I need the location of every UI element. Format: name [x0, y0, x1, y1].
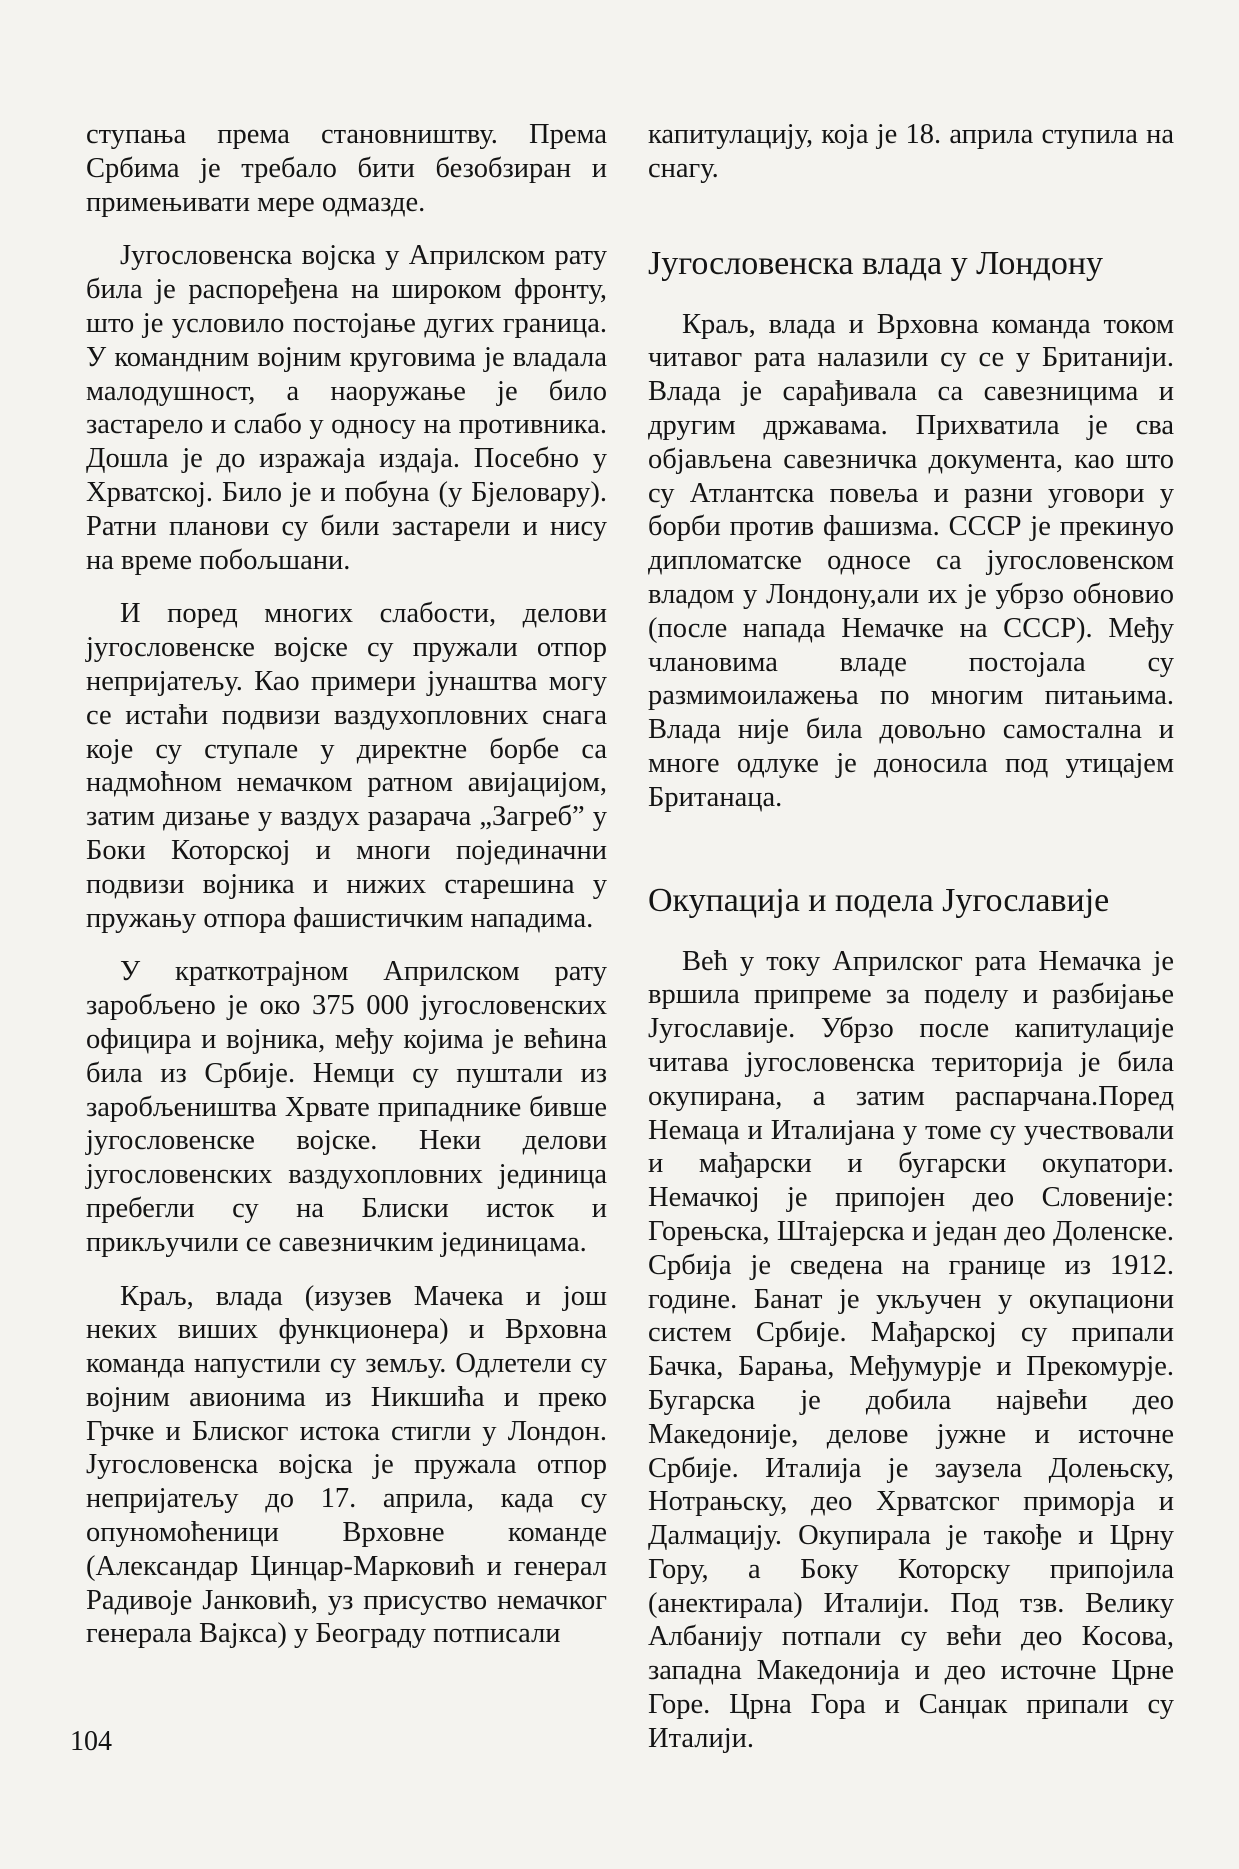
paragraph-capitulation: капитулацију, која је 18. априла ступила на снагу. [648, 119, 1174, 184]
section-heading-occupation: Окупација и подела Југославије [648, 881, 1110, 919]
right-column [648, 118, 1174, 1776]
paragraph-king-government: Краљ, влада (изузев Мачека и још неких виших функционера) и Врховна команда напустили су земљу. Одлетели су војним авионима из Никшића и преко Грчке и Блиског истока стигли у Лондон. Југословенска војска је пружала отпор непријатељу до 17. априла, када су опуномоћеници Врховне команде (Александар Цинцар-Марковић и генерал Радивоје Јанковић, уз присуство немачког генерала Вајкса) у Београду потписали [86, 1280, 607, 1650]
section-heading-government-london: Југословенска влада у Лондону [648, 244, 1104, 282]
paragraph-occupation: Већ у току Априлског рата Немачка је вршила припреме за поделу и разбијање Југославије. Убрзо после капитулације читава југословенска територија је била окупирана, а затим распарчана.Поред Немаца и Италијана у томе су учествовали и мађарски и бугарски окупатори. Немачкој је припојен део Словеније: Горењска, Штајерска и један део Доленске. Србија је сведена на границе из 1912. године. Банат је укључен у окупациони систем Србије. Мађарској су припали Бачка, Барања, Међумурје и Прекомурје. Бугарска је добила највећи део Македоније, делове јужне и источне Србије. Италија је заузела Долењску, Нотрањску, део Хрватског приморја и Далмацију. Окупирала је такође и Црну Гору, а Боку Которску припојила (анектирала) Италији. Под тзв. Велику Албанију потпали су већи део Косова, западна Македонија и део источне Црне Горе. Црна Гора и Санџак припали су Италији. [648, 945, 1174, 1754]
left-column [86, 118, 607, 1671]
paragraph-resistance: И поред многих слабости, делови југословенске војске су пружали отпор непријатељу. Као примери јунаштва могу се истаћи подвизи ваздухопловних снага које су ступале у директне борбе са надмоћном немачком ратном авијацијом, затим дизање у ваздух разарача „Загреб” у Боки Которској и многи појединачни подвизи војника и нижих старешина у пружању отпора фашистичким нападима. [86, 598, 607, 934]
paragraph-government-london: Краљ, влада и Врховна команда током читавог рата налазили су се у Британији. Влада је сарађивала са савезницима и другим државама. Прихватила је сва објављена савезничка документа, као што су Атлантска повеља и разни уговори у борби против фашизма. СССР је прекинуо дипломатске односе са југословенском владом у Лондону,али их је убрзо обновио (после напада Немачке на СССР). Међу члановима владе постојала су размимоилажења по многим питањима. Влада није била довољно самостална и многе одлуке је доносила под утицајем Британаца. [648, 308, 1174, 813]
paragraph-continuation: ступања према становништву. Према Србима је требало бити безобзиран и примењивати мере одмазде. [86, 119, 607, 218]
paragraph-yugoslav-army: Југословенска војска у Априлском рату била је распоређена на широком фронту, што је условило постојање дугих граница. У командним војним круговима је владала малодушност, а наоружање је било застарело и слабо у односу на противника. Дошла је до изражаја издаја. Посебно у Хрватској. Било је и побуна (у Бјеловару). Ратни планови су били застарели и нису на време побољшани. [86, 240, 607, 576]
page-number: 104 [70, 1726, 112, 1757]
paragraph-prisoners: У краткотрајном Априлском рату заробљено је око 375 000 југословенских официра и војника, међу којима је већина била из Србије. Немци су пуштали из заробљеништва Хрвате припаднике бивше југословенске војске. Неки делови југословенских ваздухопловних јединица пребегли су на Блиски исток и прикључили се савезничким јединицама. [86, 956, 607, 1258]
